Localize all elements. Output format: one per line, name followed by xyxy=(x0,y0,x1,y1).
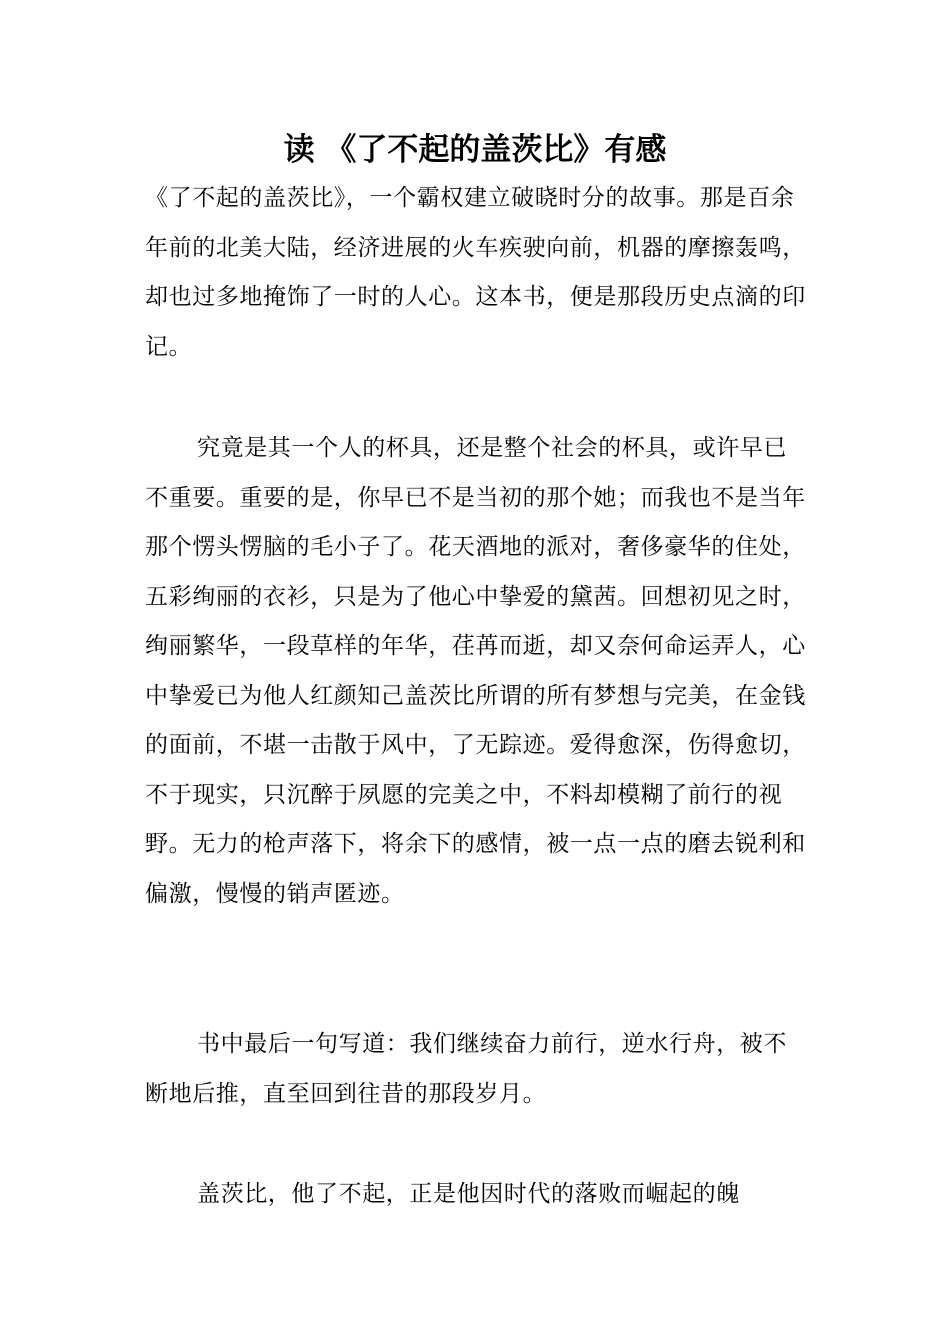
document-title: 读 《了不起的盖茨比》有感 xyxy=(283,132,667,168)
paragraph-last-line: 书中最后一句写道：我们继续奋力前行，逆水行舟，被不断地后推，直至回到往昔的那段岁月。 xyxy=(145,1031,787,1107)
paragraph-intro: 《了不起的盖茨比》，一个霸权建立破晓时分的故事。那是百余年前的北美大陆，经济进展的火车疾驶向前，机器的摩擦轰鸣，却也过多地掩饰了一时的人心。这本书，便是那段历史点滴的印记。 xyxy=(145,185,806,360)
paragraph-tragedy: 究竟是其一个人的杯具，还是整个社会的杯具，或许早已不重要。重要的是，你早已不是当初的那个她；而我也不是当年那个愣头愣脑的毛小子了。花天酒地的派对，奢侈豪华的住处，五彩绚丽的衣衫，只是为了他心中挚爱的黛茜。回想初见之时，绚丽繁华，一段草样的年华，荏苒而逝，却又奈何命运弄人，心中挚爱已为他人红颜知己盖茨比所谓的所有梦想与完美，在金钱的面前，不堪一击散于风中，了无踪迹。爱得愈深，伤得愈切，不于现实，只沉醉于夙愿的完美之中，不料却模糊了前行的视野。无力的枪声落下，将余下的感情，被一点一点的磨去锐利和偏激，慢慢的销声匿迹。 xyxy=(145,435,806,907)
paragraph-conclusion: 盖茨比，他了不起，正是他因时代的落败而崛起的魄 xyxy=(197,1181,740,1207)
